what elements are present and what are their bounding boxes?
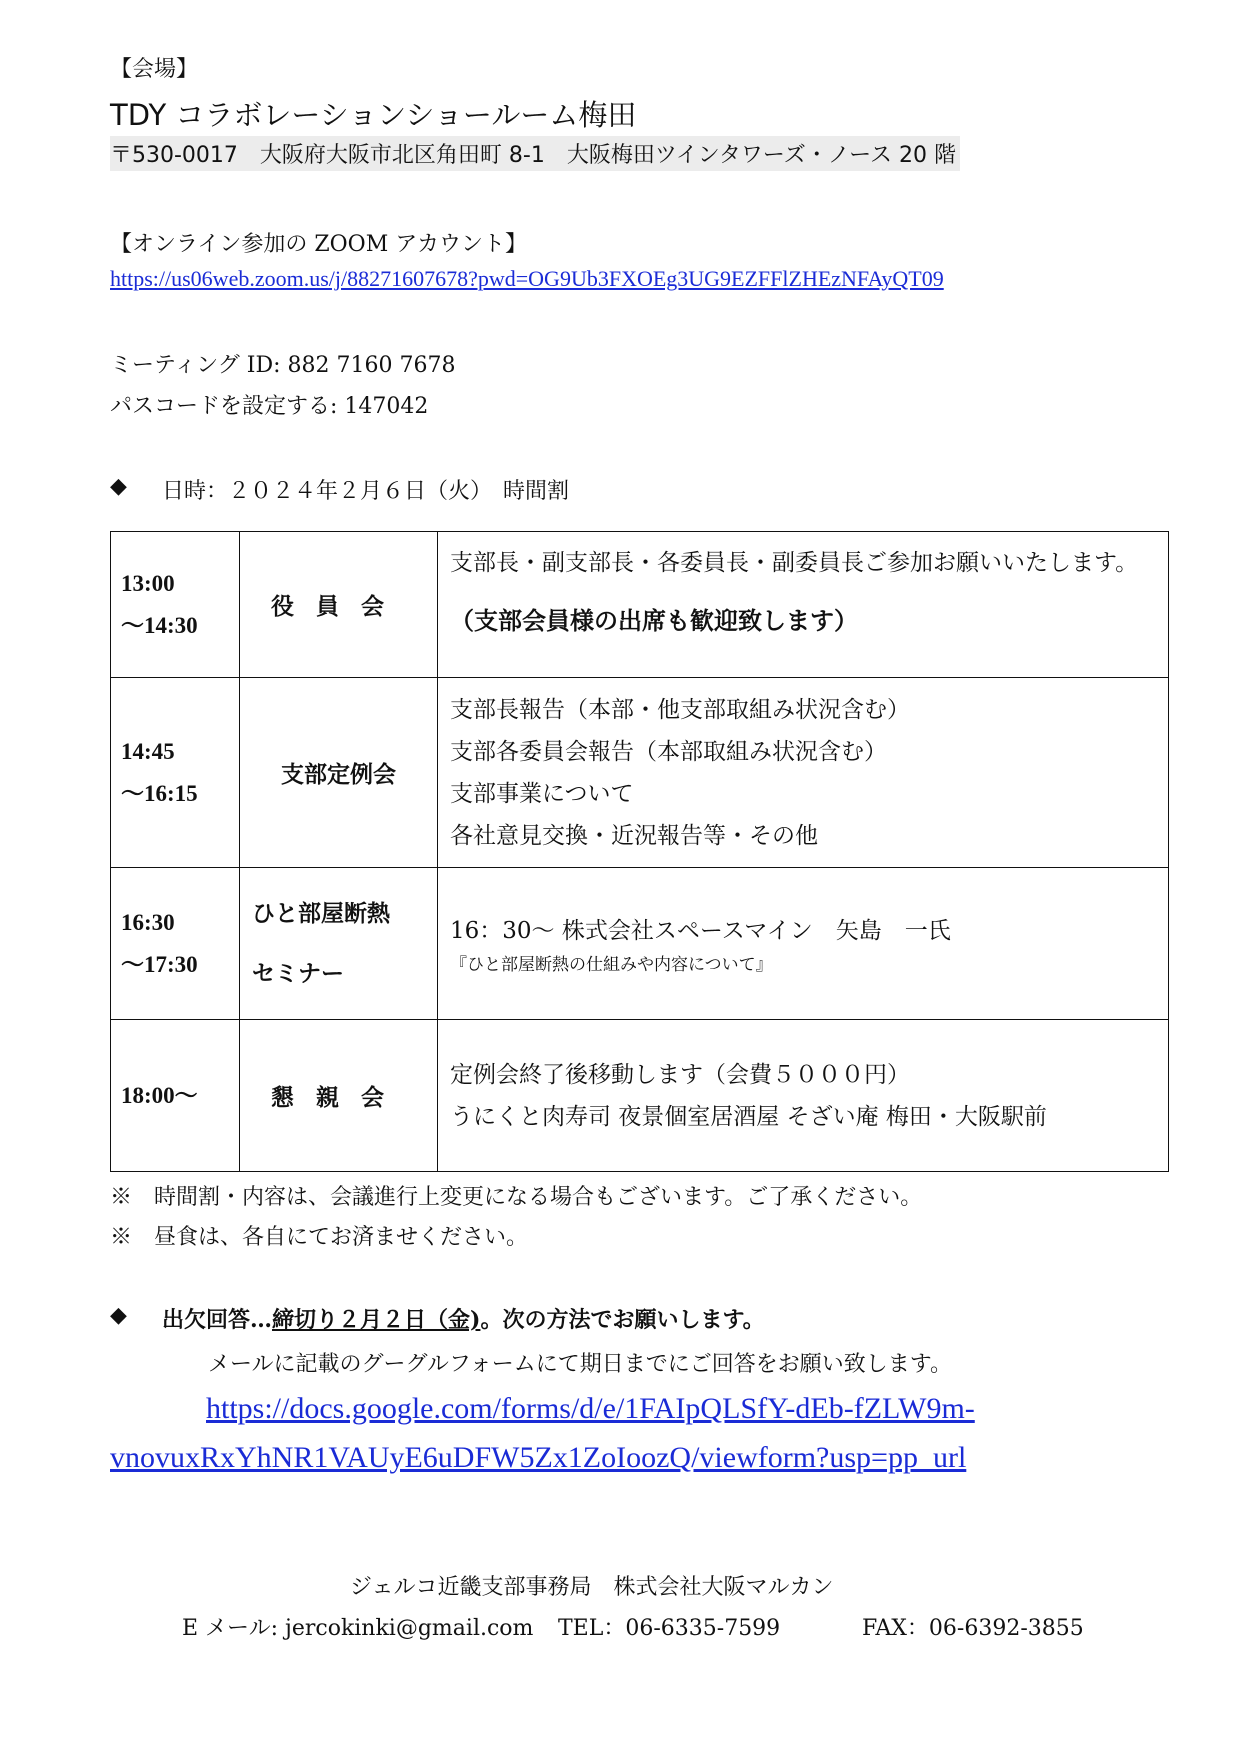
- table-row: [111, 678, 1169, 868]
- rsvp-heading-suffix: 。次の方法でお願いします。: [480, 1307, 765, 1333]
- description-line: 『ひと部屋断熱の仕組みや内容について』: [450, 954, 773, 975]
- time-start: 13:00: [121, 570, 175, 596]
- session-name-cell: [240, 678, 438, 868]
- time-end: ～16:15: [121, 780, 198, 806]
- description-line: 16：30～ 株式会社スペースマイン 矢島 一氏: [450, 917, 951, 944]
- time-end: ～17:30: [121, 951, 198, 977]
- footer-tel: TEL：06-6335-7599: [558, 1616, 781, 1641]
- description-line: 支部長報告（本部・他支部取組み状況含む）: [450, 696, 910, 723]
- rsvp-heading-prefix: 出欠回答…: [162, 1307, 273, 1333]
- table-row: [111, 868, 1169, 1020]
- diamond-icon: ◆: [110, 474, 127, 499]
- time-cell: [111, 868, 240, 1020]
- description-cell: [438, 678, 1169, 868]
- time-cell: [111, 678, 240, 868]
- zoom-heading: 【オンライン参加の ZOOM アカウント】: [110, 232, 527, 257]
- time-cell: [111, 1020, 240, 1172]
- zoom-link[interactable]: https://us06web.zoom.us/j/88271607678?pwd=OG9Ub3FXOEg3UG9EZFFlZHEzNFAyQT09: [110, 266, 944, 291]
- passcode: パスコードを設定する: 147042: [110, 394, 429, 419]
- description-line: 支部事業について: [450, 780, 634, 807]
- description-line: 支部各委員会報告（本部取組み状況含む）: [450, 738, 887, 765]
- form-link-line2[interactable]: vnovuxRxYhNR1VAUyE6uDFW5Zx1ZoIoozQ/viewform?usp=pp_url: [110, 1441, 967, 1474]
- footer-email: E メール: jercokinki@gmail.com: [182, 1616, 534, 1641]
- description-cell: [438, 868, 1169, 1020]
- schedule-table: [110, 531, 1169, 1172]
- time-end: ～14:30: [121, 612, 198, 638]
- rsvp-instruction: メールに記載のグーグルフォームにて期日までにご回答をお願い致します。: [208, 1352, 953, 1377]
- session-name-cell: [240, 532, 438, 678]
- description-cell: [438, 532, 1169, 678]
- form-link-line1[interactable]: https://docs.google.com/forms/d/e/1FAIpQLSfY-dEb-fZLW9m-: [206, 1392, 975, 1425]
- session-name: ひと部屋断熱: [252, 900, 390, 927]
- time-start: 14:45: [121, 738, 175, 764]
- rsvp-deadline: 締切り２月２日（金): [272, 1307, 481, 1333]
- description-line: 各社意見交換・近況報告等・その他: [450, 822, 818, 849]
- description-line: 支部長・副支部長・各委員長・副委員長ご参加お願いいたします。: [450, 550, 1139, 576]
- time-cell: [111, 532, 240, 678]
- description-line: うにくと肉寿司 夜景個室居酒屋 そざい庵 梅田・大阪駅前: [450, 1103, 1047, 1130]
- description-cell: [438, 1020, 1169, 1172]
- description-line: （支部会員様の出席も歓迎致します）: [450, 607, 858, 635]
- note-line: ※ 時間割・内容は、会議進行上変更になる場合もございます。ご了承ください。: [110, 1185, 923, 1210]
- diamond-icon: ◆: [110, 1303, 127, 1328]
- footer-fax: FAX：06-6392-3855: [862, 1616, 1084, 1641]
- session-name: セミナー: [252, 960, 344, 987]
- table-row: [111, 1020, 1169, 1172]
- session-name: 役員会: [271, 594, 406, 620]
- session-name-cell: [240, 868, 438, 1020]
- session-name: 懇親会: [271, 1085, 406, 1111]
- time-start: 18:00～: [121, 1082, 198, 1108]
- rsvp-heading: [162, 1303, 765, 1334]
- time-start: 16:30: [121, 909, 175, 935]
- venue-address: 〒530-0017 大阪府大阪市北区角田町 8-1 大阪梅田ツインタワーズ・ノース 20 階: [110, 136, 960, 171]
- note-line: ※ 昼食は、各自にてお済ませください。: [110, 1225, 529, 1250]
- footer-office: ジェルコ近畿支部事務局 株式会社大阪マルカン: [350, 1575, 834, 1600]
- table-row: [111, 532, 1169, 678]
- venue-name: TDY コラボレーションショールーム梅田: [110, 98, 637, 132]
- session-name: 支部定例会: [281, 762, 396, 788]
- venue-heading: 【会場】: [110, 57, 199, 82]
- description-line: 定例会終了後移動します（会費５０００円）: [450, 1061, 910, 1088]
- session-name-cell: [240, 1020, 438, 1172]
- meeting-id: ミーティング ID: 882 7160 7678: [110, 353, 456, 378]
- schedule-heading: 日時：２０２４年２月６日（火） 時間割: [162, 479, 570, 504]
